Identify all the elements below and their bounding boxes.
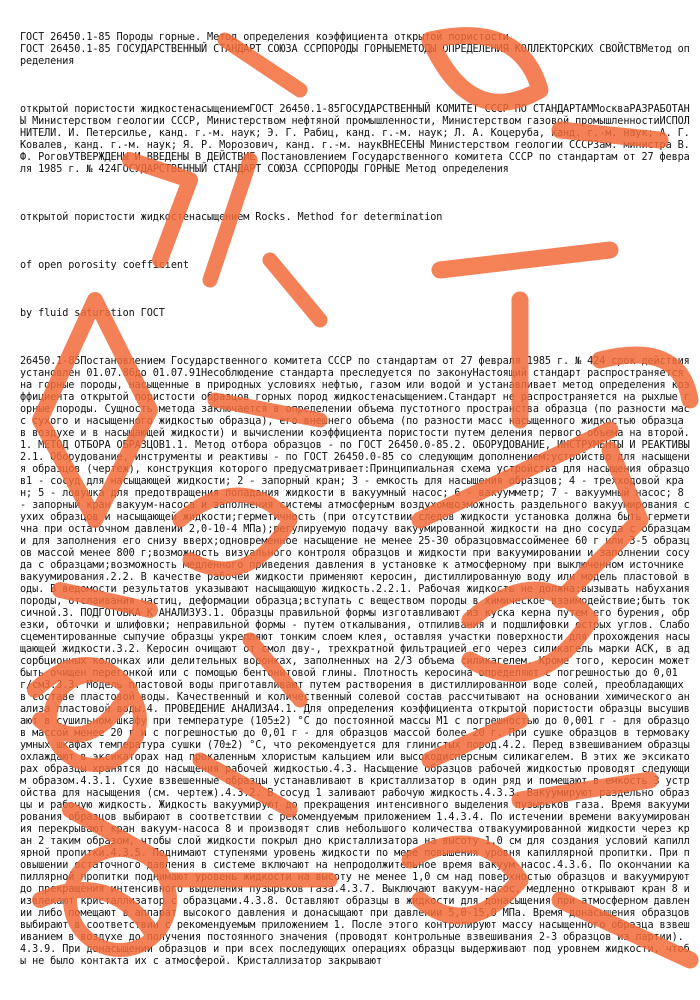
document-body: 26450.1-85Постановлением Государственного комитета СССР по стандартам от 27 февраля 1985 г. № 424 срок действия установлен 01.07.86до 01.07.91Несоблюдение стандарта преследуется по законуНастоящий стандарт распространяется на горные породы, насыщенные в природных условиях нефтью, газом или водой и устанавливает метод определения коэффициента открытой пористости образцов горных пород жидкостенасыщением.Стандарт не распространяется на рыхлые горные породы. Сущность метода заключается в определении объема пустотного пространства образца (по разности масс сухого и насыщенного жидкостью образца), его внешнего объема (по разности масс насыщенного жидкостью образца в воздухе и в насыщающей жидкости) и вычислении коэффициента пористости путем деления первого объема на второй.1. МЕТОД ОТБОРА ОБРАЗЦОВ1.1. Метод отбора образцов - по ГОСТ 26450.0-85.2. ОБОРУДОВАНИЕ, ИНСТРУМЕНТЫ И РЕАКТИВЫ2.1. Оборудование, инструменты и реактивы - по ГОСТ 26450.0-85 со следующим дополнением:устройство для насыщения образцов (чертеж), конструкция которого предусматривает:Принципиальная схема устройства для насыщения образцов1 - сосуд для насыщающей жидкости; 2 - запорный кран; 3 - емкость для насыщения образцов; 4 - трехходовой кран; 5 - ловушка для предотвращения попадания жидкости в вакуумный насос; 6 - вакуумметр; 7 - вакуумный насос; 8 - запорный кран вакуум-насоса и заполнения системы атмосферным воздухомвозможность раздельного вакуумирования сухих образцов и насыщающей жидкости;герметичность (при отсутствии следов жидкости установка должна быть герметична при остаточном давлении 2,0-10-4 МПа);регулируемую подачу вакуумированной жидкости на дно сосуда с образцами для заполнения его снизу вверх;одновременное насыщение не менее 25-30 образцовмассойменее 60 г или 3-5 образцов массой менее 800 г;возможность визуального контроля образцов и жидкости при вакуумировании и заполнении сосуда с образцами;возможность медленного приведения давления в установке к атмосферному при выключенном источнике вакуумирования.2.2. В качестве рабочей жидкости применяют керосин, дистиллированную воду или модель пластовой воды. В ведомости результатов указывают насыщающую жидкость.2.2.1. Рабочая жидкость не должна:вызывать набухания породы, отслаивания частиц, деформации образца;вступать с веществом породы в химическое взаимодействие;быть токсичной.3. ПОДГОТОВКА К АНАЛИЗУ3.1. Образцы правильной формы изготавливают из куска керна путем его бурения, обрезки, обточки и шлифовки; неправильной формы - путем откалывания, отпиливания и подшлифовки острых углов. Слабосцементированные сыпучие образцы укрепляют тонким слоем клея, оставляя участки поверхности для прохождения насыщающей жидкости.3.2. Керосин очищают от смол дву-, трехкратной фильтрацией его через силикагель марки АСК, в адсорбционных колонках или делительных воронках, заполненных на 2/3 объема силикагелем. Кроме того, керосин может быть очищен перегонкой или с помощью бентонитовой глины. Плотность керосина определяют с погрешностью до 0,01 г/см3.3.3. Модель пластовой воды приготавливают путем растворения в дистиллированной воде солей, преобладающих в составе пластовой воды. Качественный и количественный солевой состав рассчитывают на основании химического анализа пластовой воды.4. ПРОВЕДЕНИЕ АНАЛИЗА4.1. Для определения коэффициента открытой пористости образцы высушивают в сушильном шкафу при температуре (105±2) °С до постоянной массы М1 с погрешностью до 0,001 г - для образцов массой менее 20 г и с погрешностью до 0,01 г - для образцов массой более 20 г. При сушке образцов в термовакуумных шкафах температура сушки (70±2) °С, что рекомендуется для глинистых пород.4.2. Перед взвешиванием образцы охлаждают в эксикаторах над прокаленным хлористым кальцием или высокодисперсным силикагелем. В этих же эксикаторах образцы хранятся до насыщения рабочей жидкостью.4.3. Насыщение образцов рабочей жидкостью проводят следующим образом.4.3.1. Сухие взвешенные образцы устанавливают в кристаллизатор в один ряд и помещают в емкость 3 устройства для насыщения (см. чертеж).4.3.2. В сосуд 1 заливают рабочую жидкость.4.3.3. Вакуумируют раздельно образцы и рабочую жидкость. Жидкость вакуумируют до прекращения интенсивного выделения пузырьков газа. Время вакуумирования образцов выбирают в соответствии с рекомендуемым приложением 1.4.3.4. По истечении времени вакуумирования перекрывают кран вакуум-насоса 8 и производят слив небольшого количества отвакуумированной жидкости через кран 2 таким образом, чтобы слой жидкости покрыл дно кристаллизатора на высоту 1,0 см для создания условий капиллярной пропитки.4.3.5. Поднимают ступенями уровень жидкости по мере повышения уровня капиллярной пропитки. При повышении остаточного давления в системе включают на непродолжительное время вакуум-насос.4.3.6. По окончании капиллярной пропитки поднимают уровень жидкости на высоту не менее 1,0 см над поверхностью образцов и вакуумируют до прекращения интенсивного выделения пузырьков газа.4.3.7. Выключают вакуум-насос, медленно открывают кран 8 и извлекают кристаллизатор с образцами.4.3.8. Оставляют образцы в жидкости для донасыщения при атмосферном давлении либо помещают в аппарат высокого давления и донасыщают при давлении 5,0-15,0 МПа. Время донасыщения образцов выбирают в соответствии с рекомендуемым приложением 1. После этого контролируют массу насыщенного образца взвешиванием в воздухе до получения постоянного значения (проводят контрольные взвешивания 2-3 образцов из партии).4.3.9. При донасыщении образцов и при всех последующих операциях образцы выдерживают под уровнем жидкости, чтобы не было контакта их с атмосферой. Кристаллизатор закрывают (20, 356, 696, 967)
document-paragraph: of open porosity coefficient (20, 260, 189, 271)
document-paragraph: открытой пористости жидкостенасыщениемГОСТ 26450.1-85ГОСУДАРСТВЕННЫЙ КОМИТЕТ СССР ПО СТАНДАРТАММоскваРАЗРАБОТАНЫ Министерством геологии СССР, Министерством нефтяной промышленности, Министерством газовой промышленностиИСПОЛНИТЕЛИ. И. Петерсилье, канд. г.-м. наук; Э. Г. Рабиц, канд. г.-м. наук; Л. А. Коцеруба, канд. г.-м. наук; А. Г. Ковалев, канд. г.-м. наук; Я. Р. Морозович, канд. г.-м. наукВНЕСЕНЫ Министерством геологии СССРЗам. министра В. Ф. РоговУТВЕРЖДЕНЫ И ВВЕДЕНЫ В ДЕЙСТВИЕ Постановлением Государственного комитета СССР по стандартам от 27 февраля 1985 г. № 424ГОСУДАРСТВЕННЫЙ СТАНДАРТ СОЮЗА ССРПОРОДЫ ГОРНЫЕ Метод определения (20, 104, 696, 175)
document-text (20, 8, 696, 980)
document-title: ГОСТ 26450.1-85 Породы горные. Метод определения коэффициента открытой пористости ГОСТ 26450.1-85 ГОСУДАРСТВЕННЫЙ СТАНДАРТ СОЮЗА ССРПОРОДЫ ГОРНЫЕМЕТОДЫ ОПРЕДЕЛЕНИЯ КОЛЛЕКТОРСКИХ СВОЙСТВМетод определения (20, 32, 690, 67)
document-paragraph: by fluid saturation ГОСТ (20, 308, 165, 319)
document-paragraph: открытой пористости жидкостенасыщением Rocks. Method for determination (20, 212, 443, 223)
